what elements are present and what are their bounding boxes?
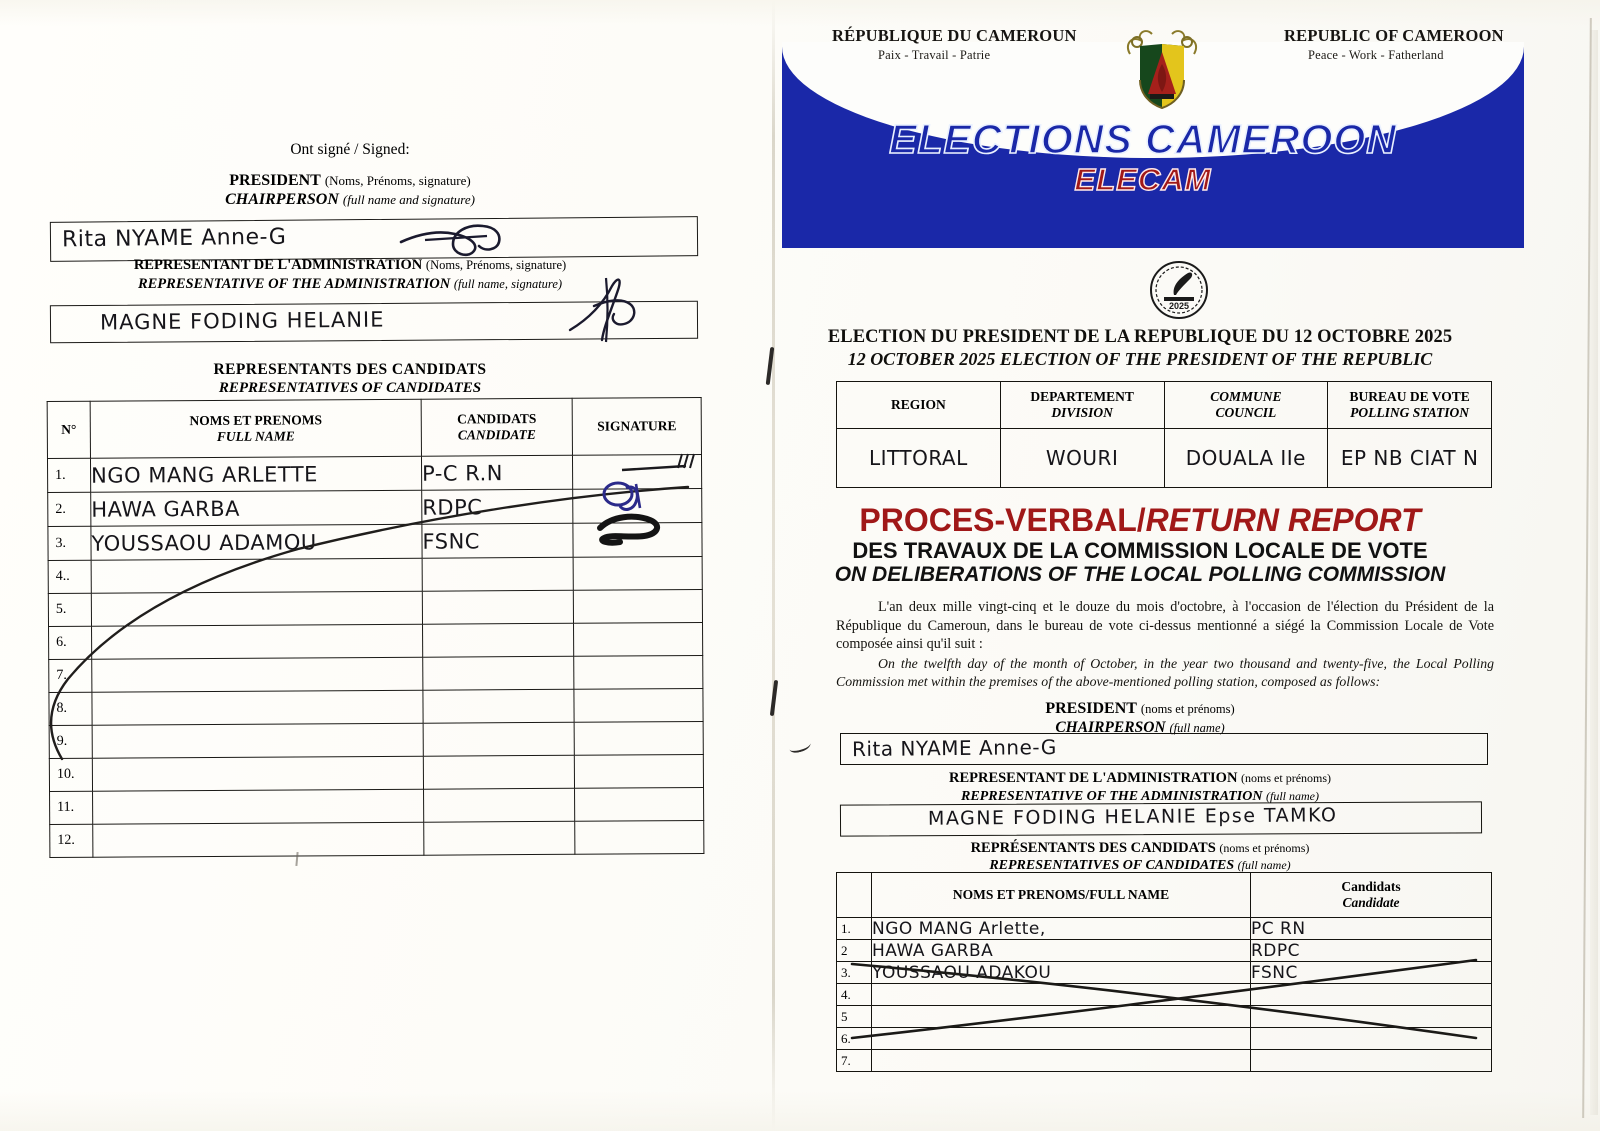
row-num: 5 <box>837 1006 872 1028</box>
table-row[interactable] <box>837 1006 1492 1028</box>
row-num: 1. <box>837 918 872 940</box>
right-admin-rep-note: (noms et prénoms) <box>1241 771 1332 785</box>
header-division-en: DIVISION <box>1051 405 1113 420</box>
pv-title <box>790 502 1490 539</box>
president-label: PRESIDENT <box>229 172 321 189</box>
election-title-en: 12 OCTOBER 2025 ELECTION OF THE PRESIDENT OF THE REPUBLIC <box>847 349 1433 369</box>
value-region: LITTORAL <box>837 429 1001 488</box>
motto-fr: Paix - Travail - Patrie <box>878 48 991 62</box>
republic-fr: RÉPUBLIQUE DU CAMEROUN <box>832 26 1077 45</box>
header-region <box>837 382 1001 429</box>
table-row[interactable] <box>837 918 1492 940</box>
table-row[interactable] <box>49 754 703 791</box>
right-chairperson-label: CHAIRPERSON <box>1055 719 1166 736</box>
row-signature <box>573 589 702 623</box>
row-name <box>93 822 424 857</box>
row-name <box>872 1050 1251 1072</box>
pv-title-fr: PROCES-VERBAL/ <box>859 502 1146 538</box>
header-candidate-fr: CANDIDATS <box>457 411 537 427</box>
cameroon-coat-of-arms-icon <box>1120 20 1204 112</box>
row-num: 6. <box>49 626 92 659</box>
seal-year: 2025 <box>1168 301 1190 311</box>
row-num: 2 <box>837 940 872 962</box>
admin-rep-label-row-en <box>0 276 700 293</box>
row-name <box>92 657 423 692</box>
row-name <box>872 1006 1251 1028</box>
row-candidate <box>422 557 573 591</box>
row-num: 1. <box>47 458 90 492</box>
stray-pen-mark <box>295 852 298 866</box>
right-admin-rep-note-en: (full name) <box>1265 789 1319 803</box>
admin-rep-label-en: REPRESENTATIVE OF THE ADMINISTRATION <box>137 276 451 292</box>
location-table-header-row <box>837 382 1492 429</box>
table-header-row <box>47 397 701 458</box>
row-num: 4. <box>837 984 872 1006</box>
table-row[interactable] <box>48 488 702 526</box>
row-candidate <box>424 788 575 822</box>
motto-en: Peace - Work - Fatherland <box>1308 48 1444 62</box>
row-candidate: RDPC <box>422 489 573 524</box>
row-candidate: FSNC <box>1251 962 1492 984</box>
header-signature: SIGNATURE <box>572 397 701 455</box>
row-num: 6. <box>837 1028 872 1050</box>
pv-line2: DES TRAVAUX DE LA COMMISSION LOCALE DE VOTE <box>852 538 1428 563</box>
row-candidate <box>1251 1006 1492 1028</box>
header-region-fr: REGION <box>890 396 946 412</box>
admin-rep-handwritten-value: MAGNE FODING HELANIE <box>99 307 385 335</box>
header-name-fr: NOMS ET PRENOMS <box>189 412 323 429</box>
table-row[interactable] <box>837 1028 1492 1050</box>
row-name <box>92 723 423 758</box>
row-name: NGO MANG Arlette, <box>872 918 1251 940</box>
row-signature <box>574 622 703 656</box>
admin-rep-label-row <box>0 257 700 274</box>
row-signature <box>573 522 702 557</box>
value-polling-station: EP NB CIAT N <box>1328 429 1492 488</box>
candidates-heading-fr <box>0 361 700 379</box>
table-row[interactable] <box>47 454 701 492</box>
left-candidates-table <box>47 397 700 849</box>
row-name: YOUSSAOU ADAMOU <box>91 524 422 560</box>
row-signature <box>574 655 703 689</box>
row-signature <box>573 556 702 590</box>
table-row[interactable] <box>837 940 1492 962</box>
candidates-heading-fr-text: REPRESENTANTS DES CANDIDATS <box>213 361 487 378</box>
right-president-label: PRESIDENT <box>1045 700 1137 717</box>
header-name-en: FULL NAME <box>216 428 295 444</box>
body-paragraph-en: On the twelfth day of the month of October, in the year two thousand and twenty-five, the Local Polling Commission met within the premises of the above-mentioned polling station, composed as follows: <box>836 656 1494 690</box>
header-num: N° <box>47 401 90 458</box>
election-title-fr: ELECTION DU PRESIDENT DE LA REPUBLIQUE DU 12 OCTOBRE 2025 <box>827 327 1453 347</box>
president-note: (Noms, Prénoms, signature) <box>324 173 471 188</box>
chairperson-note: (full name and signature) <box>342 192 475 207</box>
header-candidate <box>421 398 572 456</box>
row-candidate <box>423 755 574 789</box>
row-num: 3. <box>48 526 91 560</box>
table-row[interactable] <box>49 655 703 692</box>
row-candidate <box>423 623 574 657</box>
row-num: 11. <box>50 791 93 824</box>
row-num: 3. <box>837 962 872 984</box>
header-candidate-en: CANDIDATE <box>457 427 536 443</box>
row-num: 9. <box>49 725 92 758</box>
row-signature <box>574 754 703 788</box>
left-page <box>0 0 772 1131</box>
row-num: 5. <box>48 593 91 626</box>
table-header-row <box>837 873 1492 918</box>
header-polling-station <box>1328 382 1492 429</box>
row-name <box>92 756 423 791</box>
row-name <box>91 558 422 593</box>
admin-rep-label: REPRESENTANT DE L'ADMINISTRATION <box>133 257 423 273</box>
row-name <box>92 624 423 659</box>
table-row[interactable] <box>48 589 702 626</box>
table-row[interactable] <box>49 622 703 659</box>
right-chairperson-note: (full name) <box>1169 721 1225 735</box>
row-candidate: FSNC <box>422 523 573 558</box>
row-candidate <box>423 722 574 756</box>
table-row[interactable] <box>48 556 702 593</box>
value-council: DOUALA IIe <box>1164 429 1328 488</box>
row-candidate <box>1251 1050 1492 1072</box>
header-division <box>1000 382 1164 429</box>
candidates-heading-en-text: REPRESENTATIVES OF CANDIDATES <box>218 380 482 396</box>
right-candidates-table <box>836 872 1492 1068</box>
row-candidate <box>1251 984 1492 1006</box>
elecam-seal-stamp-icon <box>1148 259 1210 321</box>
row-num: 7. <box>837 1050 872 1072</box>
row-signature <box>575 820 704 854</box>
row-name <box>872 984 1251 1006</box>
right-candidates-heading-fr-row <box>790 840 1490 857</box>
banner-title: ELECTIONS CAMEROON <box>889 116 1397 162</box>
republic-en: REPUBLIC OF CAMEROON <box>1284 26 1504 45</box>
right-candidates-heading-fr-note: (noms et prénoms) <box>1219 841 1310 855</box>
row-name <box>91 591 422 626</box>
right-president-handwritten-value: Rita NYAME Anne-G <box>851 734 1057 762</box>
right-candidates-heading-fr: REPRÉSENTANTS DES CANDIDATS <box>970 840 1216 856</box>
row-candidate <box>423 656 574 690</box>
header-council-fr: COMMUNE <box>1210 388 1282 404</box>
header-polling-station-fr: BUREAU DE VOTE <box>1349 388 1470 404</box>
row-name <box>93 789 424 824</box>
header-council-en: COUNCIL <box>1215 405 1277 420</box>
header-num <box>837 873 872 918</box>
row-candidate <box>424 821 575 855</box>
location-table <box>836 381 1492 487</box>
row-name: NGO MANG ARLETTE <box>90 456 421 492</box>
admin-rep-note-en: (full name, signature) <box>453 277 563 291</box>
right-president-label-row <box>790 700 1490 718</box>
right-admin-rep-label: REPRESENTANT DE L'ADMINISTRATION <box>948 770 1238 786</box>
row-name <box>872 1028 1251 1050</box>
table-row[interactable] <box>50 820 704 857</box>
row-num: 2. <box>48 492 91 526</box>
header-candidate-en: Candidate <box>1342 895 1400 910</box>
row-candidate <box>1251 1028 1492 1050</box>
body-paragraph-fr: L'an deux mille vingt-cinq et le douze du mois d'octobre, à l'occasion de l'élection du Président de la République du Cameroun, dans le bureau de vote ci-dessus mentionné a siégé la Commission Locale de Vote composée ainsi qu'il suit : <box>836 599 1494 653</box>
signed-heading-text: Ont signé / Signed: <box>290 141 410 158</box>
row-signature <box>575 787 704 821</box>
header-name: NOMS ET PRENOMS/FULL NAME <box>872 873 1251 918</box>
row-num: 7. <box>49 659 92 692</box>
row-name <box>92 690 423 725</box>
page-edge-shade <box>1590 30 1598 1115</box>
row-signature <box>574 688 703 722</box>
location-table-value-row[interactable] <box>837 429 1492 488</box>
president-label-row <box>0 172 700 190</box>
chairperson-label: CHAIRPERSON <box>225 191 339 208</box>
header-division-fr: DEPARTEMENT <box>1030 388 1134 404</box>
row-signature <box>574 721 703 755</box>
row-candidate: RDPC <box>1251 940 1492 962</box>
chairperson-label-row <box>0 191 700 209</box>
header-polling-station-en: POLLING STATION <box>1350 405 1470 420</box>
table-row[interactable] <box>50 787 704 824</box>
right-admin-rep-label-row <box>790 770 1490 787</box>
row-name: HAWA GARBA <box>91 490 422 526</box>
right-admin-rep-label-en: REPRESENTATIVE OF THE ADMINISTRATION <box>961 789 1263 804</box>
row-signature <box>572 454 701 489</box>
row-signature <box>573 488 702 523</box>
value-division: WOURI <box>1000 429 1164 488</box>
row-num: 8. <box>49 692 92 725</box>
president-handwritten-value: Rita NYAME Anne-G <box>61 224 287 253</box>
pv-line3: ON DELIBERATIONS OF THE LOCAL POLLING COMMISSION <box>834 563 1446 586</box>
table-row[interactable] <box>49 688 703 725</box>
row-candidate: PC RN <box>1251 918 1492 940</box>
row-num: 12. <box>50 824 93 857</box>
right-candidates-heading-en: REPRESENTATIVES OF CANDIDATES <box>989 858 1235 873</box>
row-num: 4.. <box>48 560 91 593</box>
row-candidate: P-C R.N <box>421 455 572 490</box>
table-row[interactable] <box>837 984 1492 1006</box>
table-row[interactable] <box>837 962 1492 984</box>
banner-subtitle: ELECAM <box>1074 162 1212 197</box>
row-name: HAWA GARBA <box>872 940 1251 962</box>
header-candidate <box>1251 873 1492 918</box>
table-row[interactable] <box>49 721 703 758</box>
header-council <box>1164 382 1328 429</box>
header-name <box>90 399 421 458</box>
row-num: 10. <box>49 758 92 791</box>
row-candidate <box>422 590 573 624</box>
right-candidates-heading-en-note: (full name) <box>1237 858 1291 872</box>
table-row[interactable] <box>48 522 702 560</box>
admin-rep-note: (Noms, Prénoms, signature) <box>425 258 567 272</box>
header-candidate-fr: Candidats <box>1341 878 1401 894</box>
candidates-heading-en <box>0 380 700 397</box>
pv-title-en: RETURN REPORT <box>1145 502 1421 538</box>
right-president-note: (noms et prénoms) <box>1140 702 1235 716</box>
right-admin-rep-handwritten-value: MAGNE FODING HELANIE Epse TAMKO <box>927 804 1338 830</box>
table-row[interactable] <box>837 1050 1492 1072</box>
row-candidate <box>423 689 574 723</box>
row-name: YOUSSAOU ADAKOU <box>872 962 1251 984</box>
signed-heading <box>0 141 700 159</box>
